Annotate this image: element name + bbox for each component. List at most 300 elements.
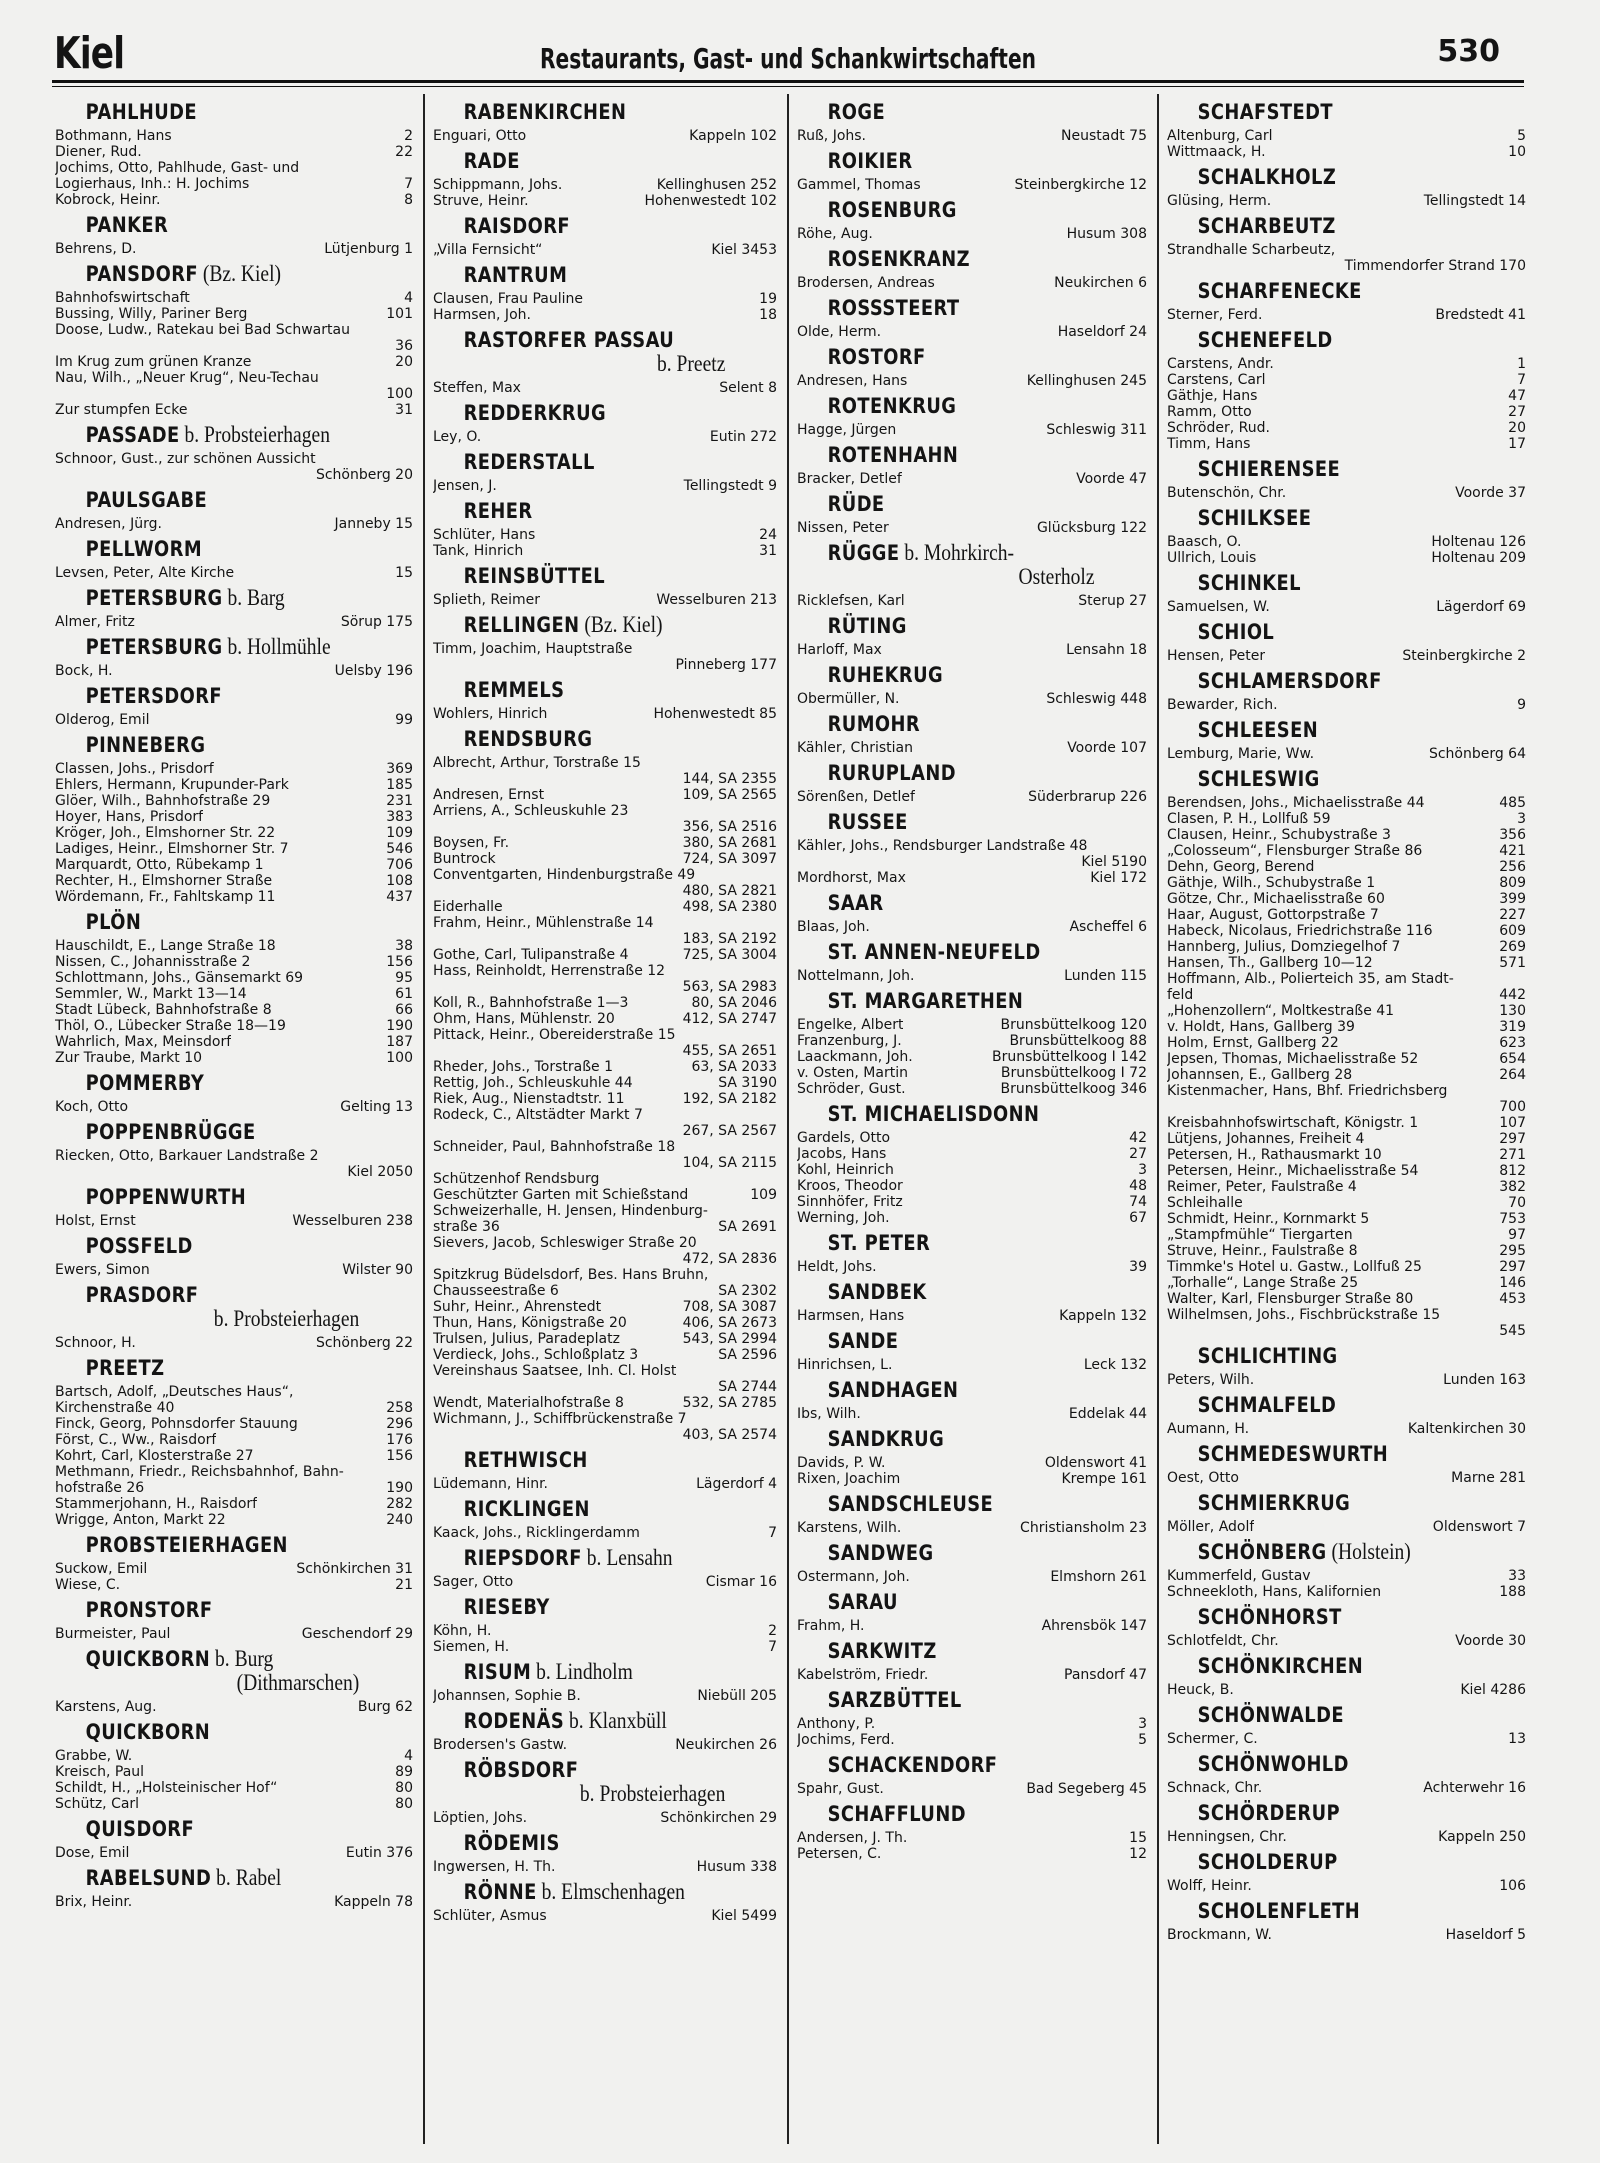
listing-name: Kummerfeld, Gustav <box>1167 1568 1311 1584</box>
listing-entry <box>797 854 1147 870</box>
town-name: ROSENKRANZ <box>827 247 971 271</box>
listing-phone: 356, SA 2516 <box>682 819 777 835</box>
listing-phone: 66 <box>395 1002 413 1018</box>
town-name: SCHMALFELD <box>1197 1393 1337 1417</box>
town-heading <box>797 247 1095 271</box>
listing-entry <box>1167 599 1526 615</box>
listing-name: Boysen, Fr. <box>433 835 510 851</box>
listing-phone: Husum 338 <box>696 1859 777 1875</box>
listing-entry <box>55 241 413 257</box>
listing-phone: 812 <box>1499 1163 1526 1179</box>
listing-phone: 187 <box>386 1034 413 1050</box>
town-heading <box>433 1546 725 1570</box>
town-name: ST. MARGARETHEN <box>827 989 1024 1013</box>
listing-name: Petersen, H., Rathausmarkt 10 <box>1167 1147 1382 1163</box>
town-heading <box>1167 1605 1472 1629</box>
town-heading <box>55 423 359 447</box>
listing-entry <box>433 1043 777 1059</box>
town-name: SCHENEFELD <box>1197 328 1333 352</box>
town-suffix: b. Lindholm <box>531 1659 633 1684</box>
listing-entry <box>55 451 413 467</box>
town-heading <box>55 488 359 512</box>
listing-phone: Kaltenkirchen 30 <box>1407 1421 1526 1437</box>
listing-name: Schnack, Chr. <box>1167 1780 1263 1796</box>
town-name: RÜDE <box>827 492 885 516</box>
listing-phone: 297 <box>1499 1131 1526 1147</box>
listing-phone: 282 <box>386 1496 413 1512</box>
listing-name: Struve, Heinr. <box>433 193 529 209</box>
listing-name: Harmsen, Hans <box>797 1308 905 1324</box>
town-heading <box>433 149 725 173</box>
listing-name: Berendsen, Johs., Michaelisstraße 44 <box>1167 795 1425 811</box>
listing-entry <box>55 614 413 630</box>
town-name: PLÖN <box>85 910 142 934</box>
listing-phone: Kiel 4286 <box>1460 1682 1526 1698</box>
listing-phone: 70 <box>1508 1195 1526 1211</box>
column-divider <box>1157 94 1159 2144</box>
town-heading <box>55 213 359 237</box>
listing-entry <box>1167 811 1526 827</box>
listing-entry <box>433 1737 777 1753</box>
town-name: SANDHAGEN <box>827 1378 959 1402</box>
listing-entry <box>55 825 413 841</box>
listing-phone: 382 <box>1499 1179 1526 1195</box>
listing-entry <box>1167 1195 1526 1211</box>
listing-entry <box>1167 1211 1526 1227</box>
listing-name: Frahm, Heinr., Mühlenstraße 14 <box>433 915 654 931</box>
listing-entry <box>55 1099 413 1115</box>
town-heading <box>433 1497 725 1521</box>
listing-entry <box>433 242 777 258</box>
town-heading <box>433 1758 725 1806</box>
listing-entry <box>1167 859 1526 875</box>
listing-name: Levsen, Peter, Alte Kirche <box>55 565 235 581</box>
town-name: ROSENBURG <box>827 198 957 222</box>
listing-phone: Voorde 47 <box>1076 471 1147 487</box>
town-heading <box>55 586 359 610</box>
town-suffix: b. Elmschenhagen <box>536 1879 685 1904</box>
listing-entry <box>1167 955 1526 971</box>
listing-phone: 4 <box>404 290 413 306</box>
listing-phone: 532, SA 2785 <box>682 1395 777 1411</box>
listing-phone: Voorde 30 <box>1455 1633 1526 1649</box>
town-name: QUISDORF <box>85 1817 195 1841</box>
page-number: 530 <box>1437 34 1500 69</box>
listing-name: Ewers, Simon <box>55 1262 150 1278</box>
listing-entry <box>797 1130 1147 1146</box>
town-heading <box>55 1720 359 1744</box>
listing-entry <box>55 1780 413 1796</box>
town-heading <box>55 1817 359 1841</box>
town-heading <box>433 214 725 238</box>
listing-phone: 101 <box>386 306 413 322</box>
listing-entry <box>1167 1227 1526 1243</box>
town-heading <box>797 100 1095 124</box>
listing-name: Ricklefsen, Karl <box>797 593 905 609</box>
town-name: RICKLINGEN <box>463 1497 590 1521</box>
listing-entry <box>433 1395 777 1411</box>
town-name: SARZBÜTTEL <box>827 1688 962 1712</box>
listing-phone: Haseldorf 24 <box>1057 324 1147 340</box>
town-heading <box>1167 214 1472 238</box>
listing-entry <box>797 275 1147 291</box>
listing-name: Zur stumpfen Ecke <box>55 402 188 418</box>
town-name: PRONSTORF <box>85 1598 213 1622</box>
listing-phone: 27 <box>1508 404 1526 420</box>
listing-entry <box>433 851 777 867</box>
listing-phone: 406, SA 2673 <box>682 1315 777 1331</box>
town-name: RÜTING <box>827 614 907 638</box>
town-name: RUSSEE <box>827 810 908 834</box>
listing-phone: Ahrensbök 147 <box>1041 1618 1147 1634</box>
listing-entry <box>1167 1682 1526 1698</box>
listing-phone: Geschendorf 29 <box>301 1626 413 1642</box>
listing-name: Butenschön, Chr. <box>1167 485 1287 501</box>
listing-entry <box>55 1448 413 1464</box>
listing-entry <box>55 144 413 160</box>
town-heading <box>797 1590 1095 1614</box>
listing-name: Stammerjohann, H., Raisdorf <box>55 1496 258 1512</box>
listing-name: Wendt, Materialhofstraße 8 <box>433 1395 624 1411</box>
listing-entry <box>433 128 777 144</box>
listing-name: Ehlers, Hermann, Krupunder-Park <box>55 777 289 793</box>
listing-entry <box>1167 1099 1526 1115</box>
listing-entry <box>55 1034 413 1050</box>
listing-name: Almer, Fritz <box>55 614 135 630</box>
listing-phone: 3 <box>1517 811 1526 827</box>
listing-entry <box>433 592 777 608</box>
listing-name: Andresen, Jürg. <box>55 516 162 532</box>
listing-name: Ingwersen, H. Th. <box>433 1859 556 1875</box>
listing-name: Hoyer, Hans, Prisdorf <box>55 809 204 825</box>
listing-name: Burmeister, Paul <box>55 1626 171 1642</box>
listing-entry <box>55 712 413 728</box>
listing-phone: Brunsbüttelkoog 120 <box>1000 1017 1147 1033</box>
town-heading <box>55 635 359 659</box>
listing-phone: Eutin 376 <box>345 1845 413 1861</box>
town-name: SCHINKEL <box>1197 571 1301 595</box>
town-name: SCHAFFLUND <box>827 1802 966 1826</box>
town-suffix-line: b. Preetz <box>657 351 726 376</box>
listing-phone: SA 2302 <box>718 1283 777 1299</box>
listing-name: Johannsen, Sophie B. <box>433 1688 581 1704</box>
listing-entry <box>1167 795 1526 811</box>
town-name: ROSTORF <box>827 345 926 369</box>
listing-entry <box>55 873 413 889</box>
listing-entry <box>1167 1259 1526 1275</box>
listing-entry <box>797 422 1147 438</box>
listing-entry <box>1167 242 1526 258</box>
listing-name: „Hohenzollern“, Moltkestraße 41 <box>1167 1003 1395 1019</box>
listing-phone: Janneby 15 <box>334 516 413 532</box>
listing-entry <box>797 1455 1147 1471</box>
town-heading <box>55 1647 359 1695</box>
listing-phone: 188 <box>1499 1584 1526 1600</box>
town-suffix-line: Osterholz <box>1018 564 1095 589</box>
listing-name: Johannsen, E., Gallberg 28 <box>1167 1067 1353 1083</box>
town-name: ST. ANNEN-NEUFELD <box>827 940 1041 964</box>
town-suffix: (Bz. Kiel) <box>579 612 663 637</box>
listing-phone: 240 <box>386 1512 413 1528</box>
town-name: SCHÖNHORST <box>1197 1605 1342 1629</box>
town-heading <box>433 1831 725 1855</box>
listing-phone: Brunsbüttelkoog 88 <box>1009 1033 1147 1049</box>
listing-name: Bussing, Willy, Pariner Berg <box>55 306 248 322</box>
listing-name: Heuck, B. <box>1167 1682 1234 1698</box>
listing-name: Geschützter Garten mit Schießstand <box>433 1187 689 1203</box>
town-heading <box>1167 669 1472 693</box>
listing-entry <box>797 593 1147 609</box>
town-heading <box>797 663 1095 687</box>
listing-entry <box>55 1384 413 1400</box>
town-heading <box>797 614 1095 638</box>
town-name: SANDE <box>827 1329 899 1353</box>
listing-entry <box>797 1846 1147 1862</box>
town-name: PROBSTEIERHAGEN <box>85 1533 288 1557</box>
listing-phone: 74 <box>1129 1194 1147 1210</box>
listing-phone: 442 <box>1499 987 1526 1003</box>
listing-phone: Schönkirchen 29 <box>660 1810 777 1826</box>
listing-entry <box>797 1049 1147 1065</box>
listing-entry <box>55 841 413 857</box>
listing-entry <box>797 838 1147 854</box>
town-heading <box>433 727 725 751</box>
listing-phone: 80, SA 2046 <box>691 995 777 1011</box>
town-heading <box>797 1753 1095 1777</box>
listing-name: Kistenmacher, Hans, Bhf. Friedrichsberg <box>1167 1083 1448 1099</box>
listing-phone: Timmendorfer Strand 170 <box>1344 258 1526 274</box>
listing-phone: 498, SA 2380 <box>682 899 777 915</box>
town-name: RANTRUM <box>463 263 568 287</box>
listing-entry <box>1167 923 1526 939</box>
listing-phone: 708, SA 3087 <box>682 1299 777 1315</box>
listing-entry <box>433 1623 777 1639</box>
listing-name: Nissen, Peter <box>797 520 889 536</box>
listing-name: Holst, Ernst <box>55 1213 136 1229</box>
listing-entry <box>55 986 413 1002</box>
column-divider <box>423 94 425 2144</box>
listing-phone: 258 <box>386 1400 413 1416</box>
listing-entry <box>1167 843 1526 859</box>
listing-name: Sinnhöfer, Fritz <box>797 1194 903 1210</box>
listing-phone: Tellingstedt 9 <box>683 478 777 494</box>
listing-entry <box>55 354 413 370</box>
listing-entry <box>55 761 413 777</box>
listing-phone: 108 <box>386 873 413 889</box>
listing-entry <box>433 995 777 1011</box>
listing-name: Stadt Lübeck, Bahnhofstraße 8 <box>55 1002 272 1018</box>
listing-name: Sterner, Ferd. <box>1167 307 1263 323</box>
listing-entry <box>1167 1731 1526 1747</box>
listing-phone: Kappeln 250 <box>1438 1829 1526 1845</box>
town-heading <box>55 1071 359 1095</box>
town-name: RIEPSDORF <box>463 1546 582 1570</box>
town-name: PANSDORF <box>85 262 198 286</box>
listing-entry <box>433 1187 777 1203</box>
town-name: REDDERKRUG <box>463 401 607 425</box>
listing-phone: Elmshorn 261 <box>1050 1569 1147 1585</box>
listing-entry <box>1167 1067 1526 1083</box>
listing-entry <box>55 1400 413 1416</box>
listing-phone: 67 <box>1129 1210 1147 1226</box>
listing-entry <box>797 1146 1147 1162</box>
listing-name: Schneekloth, Hans, Kalifornien <box>1167 1584 1382 1600</box>
town-name: SCHAFSTEDT <box>1197 100 1333 124</box>
town-name: SARAU <box>827 1590 898 1614</box>
listing-phone: 156 <box>386 1448 413 1464</box>
town-heading <box>1167 767 1472 791</box>
listing-entry <box>433 1107 777 1123</box>
listing-phone: 623 <box>1499 1035 1526 1051</box>
listing-entry <box>433 1283 777 1299</box>
town-heading <box>433 1660 725 1684</box>
listing-entry <box>797 789 1147 805</box>
listing-entry <box>1167 144 1526 160</box>
listing-phone: Glücksburg 122 <box>1036 520 1147 536</box>
listing-phone: 7 <box>768 1639 777 1655</box>
town-name: PETERSBURG <box>85 635 223 659</box>
listing-phone: 19 <box>759 291 777 307</box>
town-name: SCHLICHTING <box>1197 1344 1338 1368</box>
listing-name: Götze, Chr., Michaelisstraße 60 <box>1167 891 1385 907</box>
listing-name: Franzenburg, J. <box>797 1033 902 1049</box>
listing-phone: 31 <box>395 402 413 418</box>
town-name: SCHLESWIG <box>1197 767 1320 791</box>
listing-entry <box>1167 258 1526 274</box>
listing-phone: Sörup 175 <box>340 614 413 630</box>
listing-phone: Neukirchen 26 <box>675 1737 777 1753</box>
listing-entry <box>55 1018 413 1034</box>
listing-entry <box>433 1075 777 1091</box>
listing-phone: Gelting 13 <box>340 1099 413 1115</box>
listing-name: Pittack, Heinr., Obereiderstraße 15 <box>433 1027 676 1043</box>
listing-entry <box>797 1259 1147 1275</box>
listing-entry <box>433 755 777 771</box>
listing-phone: 80 <box>395 1780 413 1796</box>
town-heading <box>1167 571 1472 595</box>
town-name: RÖNNE <box>463 1880 537 1904</box>
listing-phone: 109 <box>386 825 413 841</box>
town-name: SANDKRUG <box>827 1427 945 1451</box>
listing-name: Wichmann, J., Schiffbrückenstraße 7 <box>433 1411 687 1427</box>
listing-name: Suhr, Heinr., Ahrenstedt <box>433 1299 602 1315</box>
listing-phone: 267, SA 2567 <box>682 1123 777 1139</box>
listing-name: Im Krug zum grünen Kranze <box>55 354 252 370</box>
listing-entry <box>433 1315 777 1331</box>
town-name: REDERSTALL <box>463 450 595 474</box>
listing-name: Reimer, Peter, Faulstraße 4 <box>1167 1179 1357 1195</box>
listing-entry <box>797 1732 1147 1748</box>
town-name: RELLINGEN <box>463 613 580 637</box>
listing-name: Logierhaus, Inh.: H. Jochims <box>55 176 250 192</box>
listing-entry <box>55 1796 413 1812</box>
listing-phone: 227 <box>1499 907 1526 923</box>
town-heading <box>797 940 1095 964</box>
listing-phone: Marne 281 <box>1451 1470 1526 1486</box>
listing-entry <box>55 663 413 679</box>
listing-phone: 383 <box>386 809 413 825</box>
listing-name: Zur Traube, Markt 10 <box>55 1050 203 1066</box>
listing-name: Spitzkrug Büdelsdorf, Bes. Hans Bruhn, <box>433 1267 709 1283</box>
listing-name: Verdieck, Johs., Schloßplatz 3 <box>433 1347 639 1363</box>
listing-entry <box>797 1471 1147 1487</box>
listing-name: Aumann, H. <box>1167 1421 1250 1437</box>
town-name: PANKER <box>85 213 169 237</box>
town-name: RISUM <box>463 1660 532 1684</box>
town-name: PETERSDORF <box>85 684 223 708</box>
listing-entry <box>433 543 777 559</box>
listing-entry <box>433 307 777 323</box>
listing-phone: Kappeln 102 <box>689 128 777 144</box>
listing-phone: 104, SA 2115 <box>682 1155 777 1171</box>
listing-phone: 1 <box>1517 356 1526 372</box>
town-name: PREETZ <box>85 1356 165 1380</box>
listing-entry <box>1167 1372 1526 1388</box>
listing-phone: 13 <box>1508 1731 1526 1747</box>
listing-name: Schmidt, Heinr., Kornmarkt 5 <box>1167 1211 1370 1227</box>
listing-entry <box>433 706 777 722</box>
listing-name: Peters, Wilh. <box>1167 1372 1255 1388</box>
listing-name: Arriens, A., Schleuskuhle 23 <box>433 803 629 819</box>
listing-entry <box>433 931 777 947</box>
listing-phone: SA 2596 <box>718 1347 777 1363</box>
listing-phone: 706 <box>386 857 413 873</box>
listing-phone: Tellingstedt 14 <box>1423 193 1526 209</box>
listing-name: Glöer, Wilh., Bahnhofstraße 29 <box>55 793 271 809</box>
town-heading <box>1167 279 1472 303</box>
listing-phone: Schleswig 311 <box>1046 422 1147 438</box>
listing-entry <box>1167 388 1526 404</box>
town-heading <box>55 1866 359 1890</box>
town-suffix: (Holstein) <box>1326 1539 1411 1564</box>
listing-entry <box>797 1781 1147 1797</box>
listing-phone: Neustadt 75 <box>1061 128 1147 144</box>
listing-entry <box>433 1363 777 1379</box>
listing-phone: 33 <box>1508 1568 1526 1584</box>
listing-phone: Hohenwestedt 102 <box>644 193 777 209</box>
town-heading <box>797 1329 1095 1353</box>
listing-entry <box>797 128 1147 144</box>
listing-phone: Schönberg 22 <box>315 1335 413 1351</box>
listing-entry <box>55 1262 413 1278</box>
listing-name: Wohlers, Hinrich <box>433 706 548 722</box>
listing-phone: 2 <box>404 128 413 144</box>
listing-entry <box>433 819 777 835</box>
town-name: RADE <box>463 149 520 173</box>
listing-entry <box>55 857 413 873</box>
listing-entry <box>1167 1275 1526 1291</box>
listing-phone: 256 <box>1499 859 1526 875</box>
listing-name: Wrigge, Anton, Markt 22 <box>55 1512 226 1528</box>
listing-entry <box>433 193 777 209</box>
listing-entry <box>55 1002 413 1018</box>
listing-phone: Kellinghusen 245 <box>1026 373 1147 389</box>
listing-entry <box>797 740 1147 756</box>
town-heading <box>433 499 725 523</box>
town-name: ST. PETER <box>827 1231 931 1255</box>
listing-entry <box>1167 1470 1526 1486</box>
town-heading <box>55 1185 359 1209</box>
listing-name: Sörenßen, Detlef <box>797 789 915 805</box>
listing-entry <box>55 306 413 322</box>
listing-entry <box>55 1894 413 1910</box>
town-name: SCHÖNBERG <box>1197 1540 1327 1564</box>
town-heading <box>797 761 1095 785</box>
listing-phone: 543, SA 2994 <box>682 1331 777 1347</box>
town-name: PAHLHUDE <box>85 100 198 124</box>
listing-entry <box>433 1379 777 1395</box>
town-heading <box>55 1356 359 1380</box>
